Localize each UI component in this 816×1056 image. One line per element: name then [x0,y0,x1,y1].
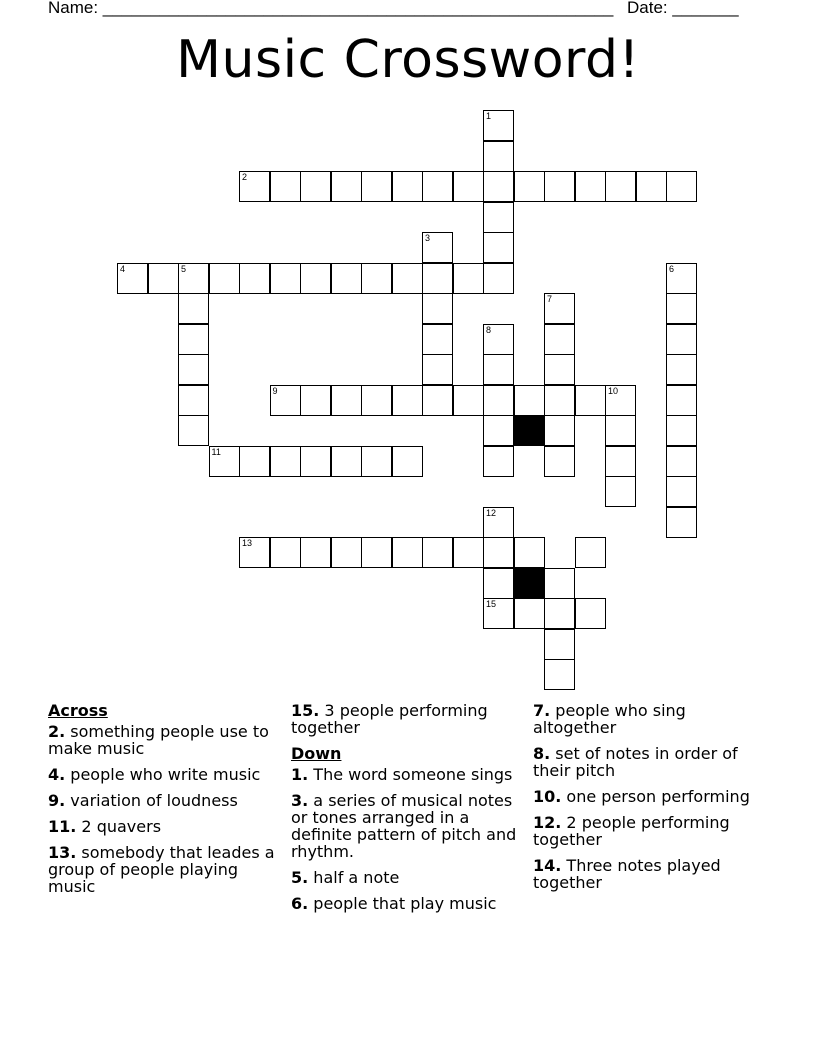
grid-cell[interactable] [392,171,423,202]
down-heading: Down [291,744,342,763]
clue-item-text: Three notes played together [533,856,721,892]
grid-cell[interactable] [453,171,484,202]
grid-cell[interactable] [453,263,484,294]
grid-cell[interactable] [422,537,453,568]
clue-item-text: people who sing altogether [533,701,686,737]
clue-item [533,702,773,736]
clue-item [291,895,531,912]
grid-cell[interactable] [331,537,362,568]
clue-item-text: 3 people performing together [291,701,488,737]
grid-cell[interactable] [514,598,545,629]
grid-cell[interactable] [239,263,270,294]
clue-item [48,844,288,895]
clue-item-number: 10. [533,787,562,806]
clue-item [48,723,288,757]
grid-cell[interactable] [544,415,575,446]
grid-cell[interactable] [178,263,209,294]
grid-cell[interactable] [422,324,453,355]
grid-cell[interactable] [361,446,392,477]
across-heading: Across [48,701,108,720]
clue-number: 4 [120,263,126,274]
clue-item-text: half a note [308,868,400,887]
grid-cell[interactable] [544,446,575,477]
grid-cell[interactable] [483,232,514,263]
clue-item-number: 12. [533,813,562,832]
grid-cell[interactable] [605,385,636,416]
clue-item-number: 8. [533,744,551,763]
grid-cell[interactable] [300,385,331,416]
clue-item-number: 7. [533,701,551,720]
clue-item-text: 2 people performing together [533,813,730,849]
grid-cell[interactable] [666,171,697,202]
grid-cell[interactable] [117,263,148,294]
grid-cell[interactable] [483,202,514,233]
grid-cell[interactable] [239,446,270,477]
grid-cell[interactable] [483,354,514,385]
grid-cell[interactable] [575,171,606,202]
grid-cell[interactable] [453,385,484,416]
grid-cell[interactable] [361,171,392,202]
grid-cell[interactable] [239,537,270,568]
clue-item [533,745,773,779]
clue-item-number: 1. [291,765,309,784]
clue-item-number: 2. [48,722,66,741]
grid-cell[interactable] [514,385,545,416]
clue-number: 2 [242,172,248,182]
grid-cell[interactable] [148,263,179,294]
grid-cell[interactable] [422,232,453,263]
grid-cell[interactable] [331,263,362,294]
grid-cell[interactable] [331,171,362,202]
clue-item [291,702,531,736]
grid-cell[interactable] [178,324,209,355]
grid-cell[interactable] [422,385,453,416]
grid-cell[interactable] [666,293,697,324]
clue-number: 6 [669,263,675,274]
grid-cell[interactable] [209,446,240,477]
clue-item-number: 3. [291,791,309,810]
grid-cell[interactable] [605,171,636,202]
clue-item-number: 5. [291,868,309,887]
grid-cell[interactable] [392,446,423,477]
grid-cell[interactable] [636,171,667,202]
grid-cell[interactable] [666,263,697,294]
grid-cell[interactable] [575,537,606,568]
grid-cell[interactable] [666,354,697,385]
clue-number: 8 [486,324,492,335]
clue-number: 1 [486,111,492,121]
clue-item [48,766,288,783]
grid-cell[interactable] [605,415,636,446]
grid-cell[interactable] [514,171,545,202]
grid-cell[interactable] [270,171,301,202]
grid-cell[interactable] [422,171,453,202]
grid-cell[interactable] [483,141,514,172]
grid-cell[interactable] [300,263,331,294]
grid-cell[interactable] [270,537,301,568]
grid-cell[interactable] [575,598,606,629]
grid-cell[interactable] [605,446,636,477]
grid-cell[interactable] [544,659,575,690]
clue-item-text: a series of musical notes or tones arranged in a definite pattern of pitch and rhythm. [291,791,517,861]
clue-item-text: people who write music [65,765,261,784]
grid-cell[interactable] [483,537,514,568]
grid-cell[interactable] [453,537,484,568]
grid-cell[interactable] [361,537,392,568]
clue-item-number: 15. [291,701,320,720]
black-cell [514,415,545,446]
grid-cell[interactable] [544,568,575,599]
grid-cell[interactable] [300,537,331,568]
clue-column-3 [533,702,773,900]
grid-cell[interactable] [422,354,453,385]
clue-number: 9 [272,385,278,396]
grid-cell[interactable] [544,293,575,324]
grid-cell[interactable] [483,568,514,599]
grid-cell[interactable] [331,446,362,477]
grid-cell[interactable] [544,629,575,660]
clue-number: 10 [608,385,619,396]
date-line: Date: _______ [627,0,739,17]
grid-cell[interactable] [483,110,514,141]
clue-item-text: variation of loudness [65,791,238,810]
clue-column-2 [291,702,531,921]
grid-cell[interactable] [483,171,514,202]
clue-item-number: 9. [48,791,66,810]
clue-item [533,788,773,805]
clue-item-number: 14. [533,856,562,875]
grid-cell[interactable] [605,476,636,507]
grid-cell[interactable] [544,354,575,385]
grid-cell[interactable] [331,385,362,416]
grid-cell[interactable] [544,385,575,416]
clue-number: 11 [211,446,221,457]
clue-number: 12 [486,507,497,518]
grid-cell[interactable] [483,263,514,294]
clue-item-text: people that play music [308,894,497,913]
grid-cell[interactable] [392,385,423,416]
clue-item [48,818,288,835]
grid-cell[interactable] [666,476,697,507]
clue-item [533,814,773,848]
clue-item [291,869,531,886]
clue-item-number: 11. [48,817,77,836]
grid-cell[interactable] [544,598,575,629]
clue-item [48,792,288,809]
grid-cell[interactable] [392,263,423,294]
grid-cell[interactable] [666,415,697,446]
grid-cell[interactable] [361,263,392,294]
grid-cell[interactable] [270,446,301,477]
clue-item-text: 2 quavers [76,817,162,836]
clue-item-number: 4. [48,765,66,784]
grid-cell[interactable] [270,263,301,294]
grid-cell[interactable] [575,385,606,416]
grid-cell[interactable] [239,171,270,202]
grid-cell[interactable] [483,507,514,538]
clue-number: 3 [425,233,431,243]
clue-column-1 [48,702,288,904]
page-title: Music Crossword! [176,30,640,90]
grid-cell[interactable] [483,598,514,629]
clue-item-text: The word someone sings [308,765,513,784]
clue-item-number: 6. [291,894,309,913]
black-cell [514,568,545,599]
clue-item-text: somebody that leades a group of people playing music [48,843,275,896]
clue-item-text: something people use to make music [48,722,269,758]
grid-cell[interactable] [514,537,545,568]
grid-cell[interactable] [483,385,514,416]
grid-cell[interactable] [422,263,453,294]
name-line: Name: ______________________________________________________ [48,0,614,17]
clue-item [291,766,531,783]
grid-cell[interactable] [209,263,240,294]
grid-cell[interactable] [361,385,392,416]
grid-cell[interactable] [300,171,331,202]
grid-cell[interactable] [666,507,697,538]
grid-cell[interactable] [666,446,697,477]
grid-cell[interactable] [178,385,209,416]
clue-item [291,792,531,860]
grid-cell[interactable] [666,385,697,416]
grid-cell[interactable] [483,415,514,446]
grid-cell[interactable] [422,293,453,324]
grid-cell[interactable] [178,415,209,446]
clue-item [533,857,773,891]
clue-item-text: one person performing [561,787,750,806]
grid-cell[interactable] [666,324,697,355]
grid-cell[interactable] [178,293,209,324]
clue-number: 7 [547,294,553,304]
grid-cell[interactable] [300,446,331,477]
clue-item-number: 13. [48,843,77,862]
grid-cell[interactable] [270,385,301,416]
grid-cell[interactable] [178,354,209,385]
grid-cell[interactable] [544,171,575,202]
grid-cell[interactable] [544,324,575,355]
grid-cell[interactable] [483,324,514,355]
clue-item-text: set of notes in order of their pitch [533,744,738,780]
clue-number: 13 [242,538,253,548]
clue-number: 5 [181,263,187,274]
grid-cell[interactable] [392,537,423,568]
clue-number: 15 [486,599,497,609]
grid-cell[interactable] [483,446,514,477]
